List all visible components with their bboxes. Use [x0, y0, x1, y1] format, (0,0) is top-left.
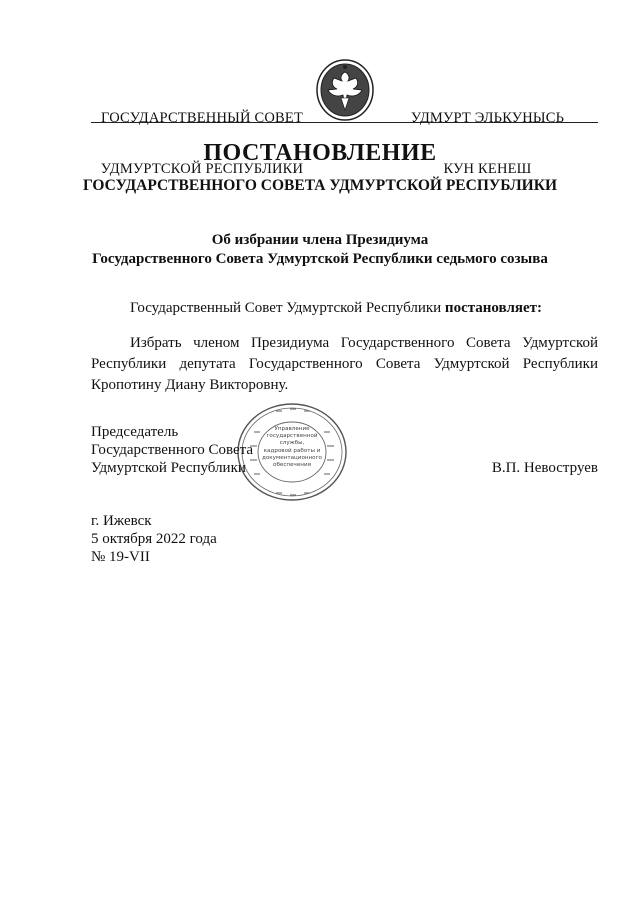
header-left-line1: ГОСУДАРСТВЕННЫЙ СОВЕТ	[100, 110, 304, 126]
signatory-title-line1: Председатель	[91, 424, 179, 440]
document-subtitle: ГОСУДАРСТВЕННОГО СОВЕТА УДМУРТСКОЙ РЕСПУБЛИКИ	[82, 177, 558, 194]
signatory-title-line2: Государственного Совета	[91, 442, 254, 458]
body-paragraph	[91, 333, 598, 396]
header-right-line2: КУН КЕНЕШ	[443, 161, 532, 177]
signatory-title	[91, 423, 341, 477]
subject-line-2: Государственного Совета Удмуртской Республики седьмого созыва	[92, 251, 548, 267]
seal-text-line: документационного	[262, 454, 322, 461]
coat-of-arms-icon	[314, 58, 376, 122]
header-left-line2: УДМУРТСКОЙ РЕСПУБЛИКИ	[100, 161, 304, 177]
document-title: ПОСТАНОВЛЕНИЕ	[203, 140, 437, 166]
seal-text-line: государственной	[266, 433, 318, 440]
seal-text-line: обеспечения	[273, 462, 311, 469]
signatory-name: В.П. Невоструев	[491, 460, 598, 476]
preamble-bold: постановляет:	[444, 300, 542, 316]
seal-text-line: кадровой работы и	[263, 447, 321, 454]
document-date: 5 октября 2022 года	[91, 531, 217, 547]
header-divider	[91, 122, 598, 123]
document-number: № 19-VII	[91, 549, 150, 565]
preamble-text: Государственный Совет Удмуртской Республики	[130, 300, 445, 316]
city: г. Ижевск	[91, 513, 152, 529]
document-footer	[91, 512, 341, 566]
seal-text-line: службы,	[279, 440, 305, 447]
preamble	[130, 298, 600, 319]
body-line-3: Кропотину Диану Викторовну.	[91, 377, 289, 393]
signatory-title-line3: Удмуртской Республики	[91, 460, 246, 476]
coat-of-arms-emblem	[314, 58, 376, 122]
subject-line-1: Об избрании члена Президиума	[211, 232, 429, 248]
header-right-line1: УДМУРТ ЭЛЬКУНЫСЬ	[410, 110, 565, 126]
body-line-1: Избрать членом Президиума Государственного Совета Удмуртской	[130, 335, 598, 351]
seal-text-line: Управление	[274, 426, 310, 432]
body-line-2: Республики депутата Государственного Совета Удмуртской Республики	[91, 356, 598, 372]
